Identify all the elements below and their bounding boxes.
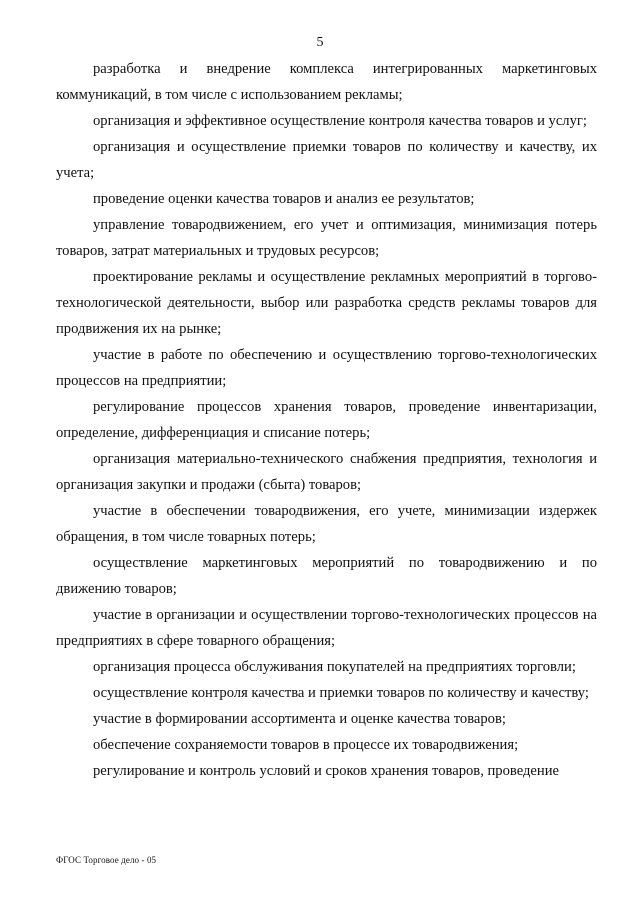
paragraph: обеспечение сохраняемости товаров в процессе их товародвижения; — [93, 737, 519, 753]
paragraph: участие в формировании ассортимента и оценке качества товаров; — [93, 711, 506, 727]
page-number: 5 — [316, 35, 324, 50]
paragraph: организация и осуществление приемки товаров по количеству и качеству, их учета; — [56, 139, 597, 181]
paragraph: управление товародвижением, его учет и оптимизация, минимизация потерь товаров, затрат материальных и трудовых ресурсов; — [56, 217, 597, 259]
paragraph: осуществление маркетинговых мероприятий по товародвижению и по движению товаров; — [56, 555, 597, 597]
paragraph: организация процесса обслуживания покупателей на предприятиях торговли; — [93, 659, 576, 675]
paragraph: проектирование рекламы и осуществление рекламных мероприятий в торгово-технологической деятельности, выбор или разработка средств рекламы товаров для продвижения их на рынке; — [56, 269, 597, 337]
paragraph: регулирование процессов хранения товаров, проведение инвентаризации, определение, дифференциация и списание потерь; — [56, 399, 597, 441]
paragraph: участие в обеспечении товародвижения, его учете, минимизации издержек обращения, в том числе товарных потерь; — [56, 503, 597, 545]
paragraph: разработка и внедрение комплекса интегрированных маркетинговых коммуникаций, в том числе с использованием рекламы; — [56, 61, 597, 103]
paragraph: участие в организации и осуществлении торгово-технологических процессов на предприятиях в сфере товарного обращения; — [56, 607, 597, 649]
paragraph: организация материально-технического снабжения предприятия, технология и организация закупки и продажи (сбыта) товаров; — [56, 451, 597, 493]
paragraph: осуществление контроля качества и приемки товаров по количеству и качеству; — [93, 685, 589, 701]
body-text — [56, 56, 597, 784]
paragraph: организация и эффективное осуществление контроля качества товаров и услуг; — [93, 113, 587, 129]
page-footer: ФГОС Торговое дело - 05 — [56, 855, 157, 865]
paragraph: участие в работе по обеспечению и осуществлению торгово-технологических процессов на предприятии; — [56, 347, 597, 389]
paragraph: проведение оценки качества товаров и анализ ее результатов; — [93, 191, 475, 207]
paragraph: регулирование и контроль условий и сроков хранения товаров, проведение — [93, 763, 559, 779]
